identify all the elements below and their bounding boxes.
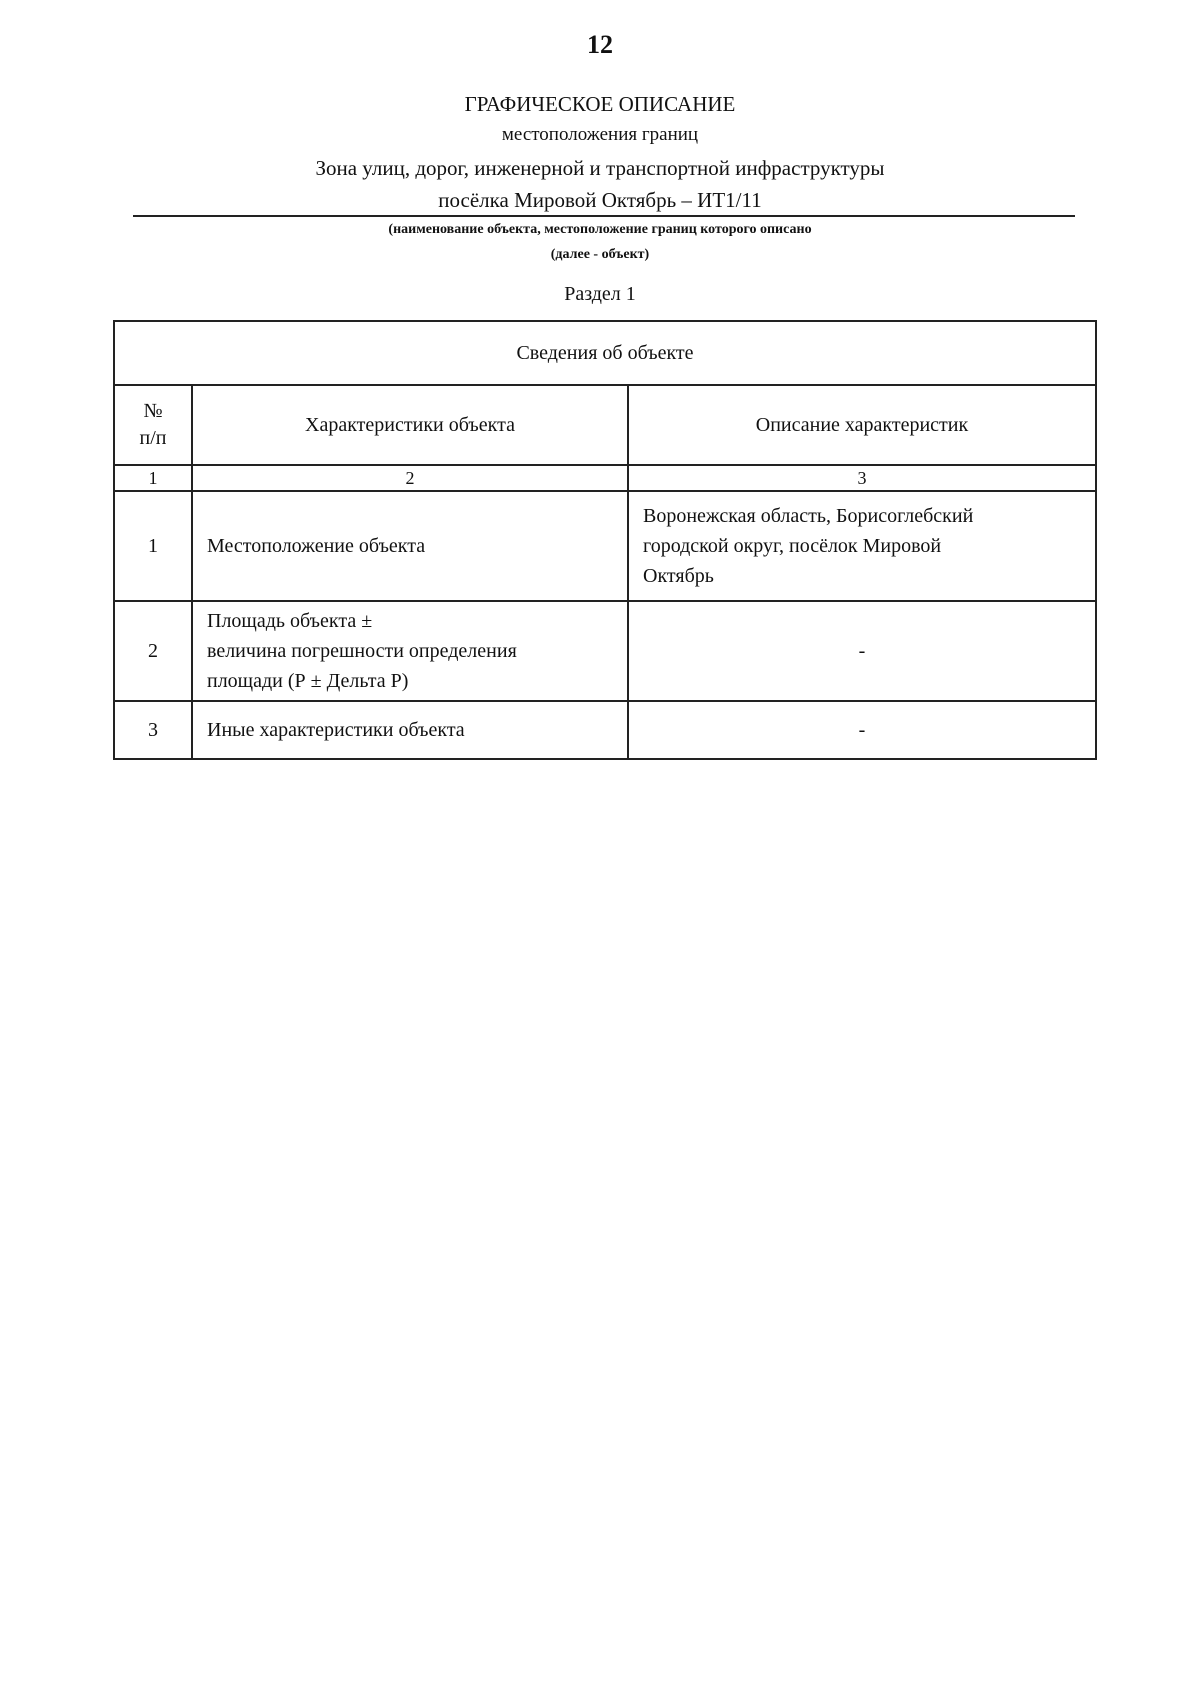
row-description [628,491,1096,601]
row-characteristic-line: площади (Р ± Дельта Р) [207,670,409,692]
index-cell: 2 [192,465,628,491]
table-row [114,491,1096,601]
table-row [114,601,1096,701]
index-cell: 1 [114,465,192,491]
column-header-number [114,385,192,465]
column-header-characteristics: Характеристики объекта [192,385,628,465]
document-title: ГРАФИЧЕСКОЕ ОПИСАНИЕ [464,92,736,116]
column-header-number-line-2: п/п [139,427,167,449]
table-title-row [114,321,1096,385]
row-characteristic: Местоположение объекта [192,491,628,601]
caption-line-2: (далее - объект) [550,247,650,262]
row-description-line: Октябрь [643,565,714,587]
page-number: 12 [587,30,613,59]
object-info-table [113,320,1097,760]
row-number: 1 [114,491,192,601]
underline-rule [133,215,1075,217]
row-description: - [628,701,1096,759]
row-characteristic [192,601,628,701]
object-name-line-1: Зона улиц, дорог, инженерной и транспортной инфраструктуры [315,156,885,180]
index-cell: 3 [628,465,1096,491]
column-header-description: Описание характеристик [628,385,1096,465]
object-name-line-2: посёлка Мировой Октябрь – ИТ1/11 [438,188,762,212]
table-title: Сведения об объекте [114,321,1096,385]
caption-line-1: (наименование объекта, местоположение границ которого описано [388,222,812,237]
table-row [114,701,1096,759]
row-description-line: городской округ, посёлок Мировой [643,535,942,557]
document-subtitle: местоположения границ [501,124,699,145]
row-description-line: Воронежская область, Борисоглебский [643,505,974,527]
table-header-row [114,385,1096,465]
section-label: Раздел 1 [564,283,636,305]
row-number: 3 [114,701,192,759]
row-number: 2 [114,601,192,701]
column-header-number-line-1: № [143,400,163,422]
table-index-row [114,465,1096,491]
row-characteristic-line: Площадь объекта ± [207,610,373,632]
row-characteristic-line: величина погрешности определения [207,640,517,662]
row-description: - [628,601,1096,701]
row-characteristic: Иные характеристики объекта [192,701,628,759]
